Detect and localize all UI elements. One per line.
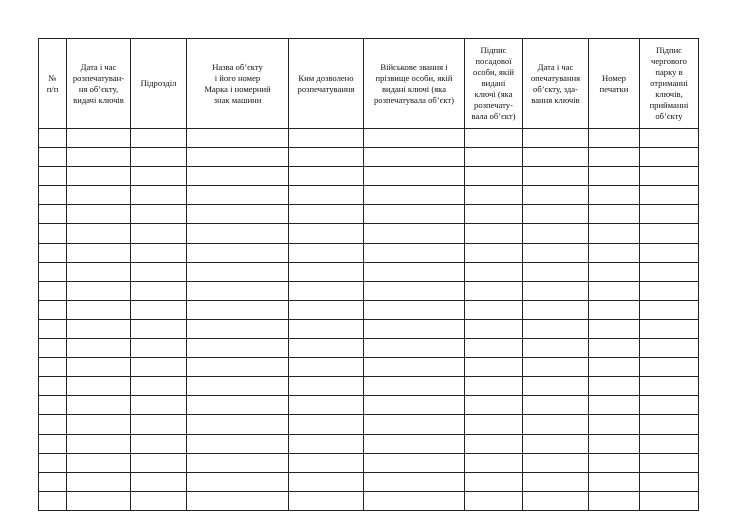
table-cell[interactable] — [131, 281, 187, 300]
table-cell[interactable] — [364, 491, 465, 510]
table-cell[interactable] — [364, 281, 465, 300]
table-cell[interactable] — [465, 300, 523, 319]
table-cell[interactable] — [523, 262, 589, 281]
table-cell[interactable] — [289, 377, 364, 396]
header-sealing-datetime: Дата і час опечатування об’єкту, зда- вання ключів — [523, 39, 589, 129]
table-row — [39, 453, 699, 472]
header-object-name: Назва об’єкту і його номер Марка і номерний знак машини — [187, 39, 289, 129]
table-cell[interactable] — [589, 491, 640, 510]
table-cell[interactable] — [39, 319, 67, 338]
table-row — [39, 186, 699, 205]
table-cell[interactable] — [364, 339, 465, 358]
table-cell[interactable] — [187, 186, 289, 205]
table-cell[interactable] — [364, 358, 465, 377]
table-header-row — [39, 39, 699, 129]
table-cell[interactable] — [67, 491, 131, 510]
table-cell[interactable] — [67, 243, 131, 262]
table-cell[interactable] — [187, 377, 289, 396]
table-cell[interactable] — [39, 491, 67, 510]
table-cell[interactable] — [187, 129, 289, 148]
table-cell[interactable] — [131, 453, 187, 472]
table-cell[interactable] — [39, 129, 67, 148]
table-cell[interactable] — [39, 205, 67, 224]
table-cell[interactable] — [131, 377, 187, 396]
header-unsealing-datetime: Дата і час розпечатуван- ня об’єкту, видачі ключів — [67, 39, 131, 129]
table-cell[interactable] — [523, 224, 589, 243]
table-cell[interactable] — [131, 186, 187, 205]
table-cell[interactable] — [131, 415, 187, 434]
table-row — [39, 129, 699, 148]
table-row — [39, 205, 699, 224]
header-rank-and-name: Військове звання і прізвище особи, якій видані ключі (яка розпечатувала об’єкт) — [364, 39, 465, 129]
table-cell[interactable] — [523, 377, 589, 396]
table-cell[interactable] — [589, 415, 640, 434]
table-cell[interactable] — [187, 262, 289, 281]
table-cell[interactable] — [289, 472, 364, 491]
table-row — [39, 339, 699, 358]
table-row — [39, 472, 699, 491]
table-cell[interactable] — [523, 281, 589, 300]
table-cell[interactable] — [187, 358, 289, 377]
table-cell[interactable] — [465, 262, 523, 281]
table-cell[interactable] — [67, 129, 131, 148]
table-cell[interactable] — [589, 358, 640, 377]
table-cell[interactable] — [289, 434, 364, 453]
table-cell[interactable] — [289, 262, 364, 281]
table-body — [39, 129, 699, 511]
table-cell[interactable] — [589, 167, 640, 186]
table-cell[interactable] — [131, 434, 187, 453]
table-cell[interactable] — [131, 224, 187, 243]
table-cell[interactable] — [640, 129, 699, 148]
table-cell[interactable] — [187, 319, 289, 338]
table-cell[interactable] — [523, 434, 589, 453]
table-cell[interactable] — [523, 205, 589, 224]
table-cell[interactable] — [289, 339, 364, 358]
table-cell[interactable] — [131, 339, 187, 358]
table-cell[interactable] — [640, 224, 699, 243]
table-cell[interactable] — [589, 434, 640, 453]
table-cell[interactable] — [187, 224, 289, 243]
table-cell[interactable] — [39, 243, 67, 262]
table-cell[interactable] — [67, 339, 131, 358]
header-authorized-by: Ким дозволено розпечатування — [289, 39, 364, 129]
table-cell[interactable] — [640, 453, 699, 472]
table-cell[interactable] — [67, 415, 131, 434]
table-cell[interactable] — [131, 396, 187, 415]
table-cell[interactable] — [589, 186, 640, 205]
table-cell[interactable] — [289, 186, 364, 205]
table-row — [39, 434, 699, 453]
table-cell[interactable] — [364, 224, 465, 243]
table-cell[interactable] — [187, 243, 289, 262]
table-cell[interactable] — [187, 434, 289, 453]
table-cell[interactable] — [364, 243, 465, 262]
table-row — [39, 262, 699, 281]
table-cell[interactable] — [289, 205, 364, 224]
table-cell[interactable] — [289, 415, 364, 434]
table-cell[interactable] — [364, 453, 465, 472]
table-cell[interactable] — [131, 358, 187, 377]
table-cell[interactable] — [131, 472, 187, 491]
table-cell[interactable] — [523, 472, 589, 491]
table-cell[interactable] — [67, 319, 131, 338]
table-cell[interactable] — [187, 339, 289, 358]
table-cell[interactable] — [364, 434, 465, 453]
table-cell[interactable] — [640, 262, 699, 281]
table-cell[interactable] — [589, 205, 640, 224]
table-cell[interactable] — [589, 281, 640, 300]
table-cell[interactable] — [39, 415, 67, 434]
table-cell[interactable] — [589, 148, 640, 167]
table-cell[interactable] — [523, 243, 589, 262]
table-row — [39, 396, 699, 415]
table-cell[interactable] — [39, 434, 67, 453]
table-cell[interactable] — [640, 167, 699, 186]
table-row — [39, 358, 699, 377]
table-cell[interactable] — [589, 377, 640, 396]
table-cell[interactable] — [39, 377, 67, 396]
table-cell[interactable] — [465, 186, 523, 205]
table-cell[interactable] — [640, 148, 699, 167]
table-cell[interactable] — [187, 396, 289, 415]
table-cell[interactable] — [289, 148, 364, 167]
table-cell[interactable] — [640, 243, 699, 262]
table-cell[interactable] — [465, 339, 523, 358]
table-cell[interactable] — [364, 167, 465, 186]
table-cell[interactable] — [465, 358, 523, 377]
table-row — [39, 243, 699, 262]
table-cell[interactable] — [465, 472, 523, 491]
table-cell[interactable] — [131, 148, 187, 167]
table-cell[interactable] — [465, 434, 523, 453]
table-cell[interactable] — [589, 262, 640, 281]
table-cell[interactable] — [523, 167, 589, 186]
table-cell[interactable] — [465, 205, 523, 224]
table-cell[interactable] — [39, 453, 67, 472]
table-cell[interactable] — [364, 319, 465, 338]
table-cell[interactable] — [67, 167, 131, 186]
table-cell[interactable] — [289, 453, 364, 472]
table-cell[interactable] — [39, 281, 67, 300]
table-cell[interactable] — [187, 205, 289, 224]
table-cell[interactable] — [465, 281, 523, 300]
table-cell[interactable] — [289, 281, 364, 300]
table-cell[interactable] — [67, 262, 131, 281]
table-cell[interactable] — [589, 319, 640, 338]
table-cell[interactable] — [39, 339, 67, 358]
table-cell[interactable] — [364, 472, 465, 491]
table-cell[interactable] — [364, 415, 465, 434]
table-cell[interactable] — [289, 243, 364, 262]
table-cell[interactable] — [289, 319, 364, 338]
table-cell[interactable] — [67, 434, 131, 453]
table-cell[interactable] — [39, 148, 67, 167]
table-cell[interactable] — [364, 262, 465, 281]
table-cell[interactable] — [289, 129, 364, 148]
table-cell[interactable] — [67, 396, 131, 415]
header-subdivision: Підрозділ — [131, 39, 187, 129]
table-cell[interactable] — [67, 148, 131, 167]
table-cell[interactable] — [465, 453, 523, 472]
table-cell[interactable] — [589, 300, 640, 319]
table-cell[interactable] — [39, 224, 67, 243]
table-cell[interactable] — [187, 415, 289, 434]
table-cell[interactable] — [39, 300, 67, 319]
table-cell[interactable] — [364, 186, 465, 205]
table-cell[interactable] — [465, 396, 523, 415]
table-cell[interactable] — [39, 167, 67, 186]
table-cell[interactable] — [523, 453, 589, 472]
table-cell[interactable] — [364, 396, 465, 415]
table-cell[interactable] — [289, 396, 364, 415]
table-cell[interactable] — [465, 243, 523, 262]
table-row — [39, 377, 699, 396]
table-cell[interactable] — [589, 339, 640, 358]
table-cell[interactable] — [131, 205, 187, 224]
table-cell[interactable] — [364, 377, 465, 396]
table-cell[interactable] — [589, 396, 640, 415]
table-cell[interactable] — [640, 396, 699, 415]
table-cell[interactable] — [523, 186, 589, 205]
table-cell[interactable] — [187, 491, 289, 510]
table-row — [39, 281, 699, 300]
table-cell[interactable] — [523, 300, 589, 319]
table-cell[interactable] — [289, 224, 364, 243]
table-cell[interactable] — [187, 300, 289, 319]
table-row — [39, 300, 699, 319]
table-cell[interactable] — [523, 339, 589, 358]
table-row — [39, 491, 699, 510]
table-cell[interactable] — [67, 453, 131, 472]
table-cell[interactable] — [465, 377, 523, 396]
table-cell[interactable] — [523, 396, 589, 415]
table-cell[interactable] — [131, 167, 187, 186]
table-cell[interactable] — [67, 281, 131, 300]
table-cell[interactable] — [589, 224, 640, 243]
table-row — [39, 167, 699, 186]
table-cell[interactable] — [465, 129, 523, 148]
table-cell[interactable] — [465, 319, 523, 338]
table-cell[interactable] — [39, 396, 67, 415]
table-cell[interactable] — [640, 186, 699, 205]
table-cell[interactable] — [640, 358, 699, 377]
table-cell[interactable] — [131, 491, 187, 510]
table-cell[interactable] — [640, 300, 699, 319]
table-row — [39, 319, 699, 338]
table-cell[interactable] — [131, 300, 187, 319]
table-cell[interactable] — [640, 491, 699, 510]
table-cell[interactable] — [67, 358, 131, 377]
table-cell[interactable] — [67, 224, 131, 243]
table-cell[interactable] — [289, 358, 364, 377]
table-cell[interactable] — [640, 281, 699, 300]
key-issue-journal-table — [38, 38, 699, 511]
table-cell[interactable] — [589, 129, 640, 148]
table-cell[interactable] — [523, 358, 589, 377]
table-cell[interactable] — [364, 300, 465, 319]
table-cell[interactable] — [523, 129, 589, 148]
table-cell[interactable] — [465, 148, 523, 167]
table-cell[interactable] — [67, 377, 131, 396]
table-cell[interactable] — [289, 491, 364, 510]
table-cell[interactable] — [187, 281, 289, 300]
table-row — [39, 148, 699, 167]
table-cell[interactable] — [187, 453, 289, 472]
table-cell[interactable] — [640, 319, 699, 338]
table-row — [39, 415, 699, 434]
table-cell[interactable] — [364, 205, 465, 224]
table-cell[interactable] — [131, 129, 187, 148]
table-cell[interactable] — [465, 224, 523, 243]
header-seal-number: Номер печатки — [589, 39, 640, 129]
table-cell[interactable] — [364, 129, 465, 148]
table-cell[interactable] — [131, 243, 187, 262]
table-cell[interactable] — [640, 415, 699, 434]
table-row — [39, 224, 699, 243]
table-cell[interactable] — [523, 415, 589, 434]
table-cell[interactable] — [39, 186, 67, 205]
header-recipient-signature: Підпис посадової особи, якій видані ключі (яка розпечату- вала об’єкт) — [465, 39, 523, 129]
table-cell[interactable] — [289, 167, 364, 186]
table-cell[interactable] — [364, 148, 465, 167]
table-cell[interactable] — [67, 472, 131, 491]
table-cell[interactable] — [39, 472, 67, 491]
table-cell[interactable] — [523, 148, 589, 167]
header-duty-signature: Підпис чергового парку в отриманні ключів, прийманні об’єкту — [640, 39, 699, 129]
table-cell[interactable] — [67, 186, 131, 205]
table-cell[interactable] — [289, 300, 364, 319]
table-cell[interactable] — [67, 300, 131, 319]
table-cell[interactable] — [187, 167, 289, 186]
table-cell[interactable] — [465, 415, 523, 434]
table-cell[interactable] — [39, 358, 67, 377]
table-cell[interactable] — [67, 205, 131, 224]
table-cell[interactable] — [589, 472, 640, 491]
table-cell[interactable] — [640, 472, 699, 491]
header-row-number: № п/п — [39, 39, 67, 129]
table-cell[interactable] — [131, 262, 187, 281]
table-cell[interactable] — [640, 205, 699, 224]
table-cell[interactable] — [523, 491, 589, 510]
table-cell[interactable] — [187, 148, 289, 167]
table-cell[interactable] — [131, 319, 187, 338]
table-cell[interactable] — [640, 377, 699, 396]
table-cell[interactable] — [640, 339, 699, 358]
table-cell[interactable] — [39, 262, 67, 281]
table-cell[interactable] — [465, 491, 523, 510]
table-cell[interactable] — [523, 319, 589, 338]
table-cell[interactable] — [187, 472, 289, 491]
table-cell[interactable] — [589, 243, 640, 262]
table-cell[interactable] — [640, 434, 699, 453]
table-cell[interactable] — [589, 453, 640, 472]
table-cell[interactable] — [465, 167, 523, 186]
